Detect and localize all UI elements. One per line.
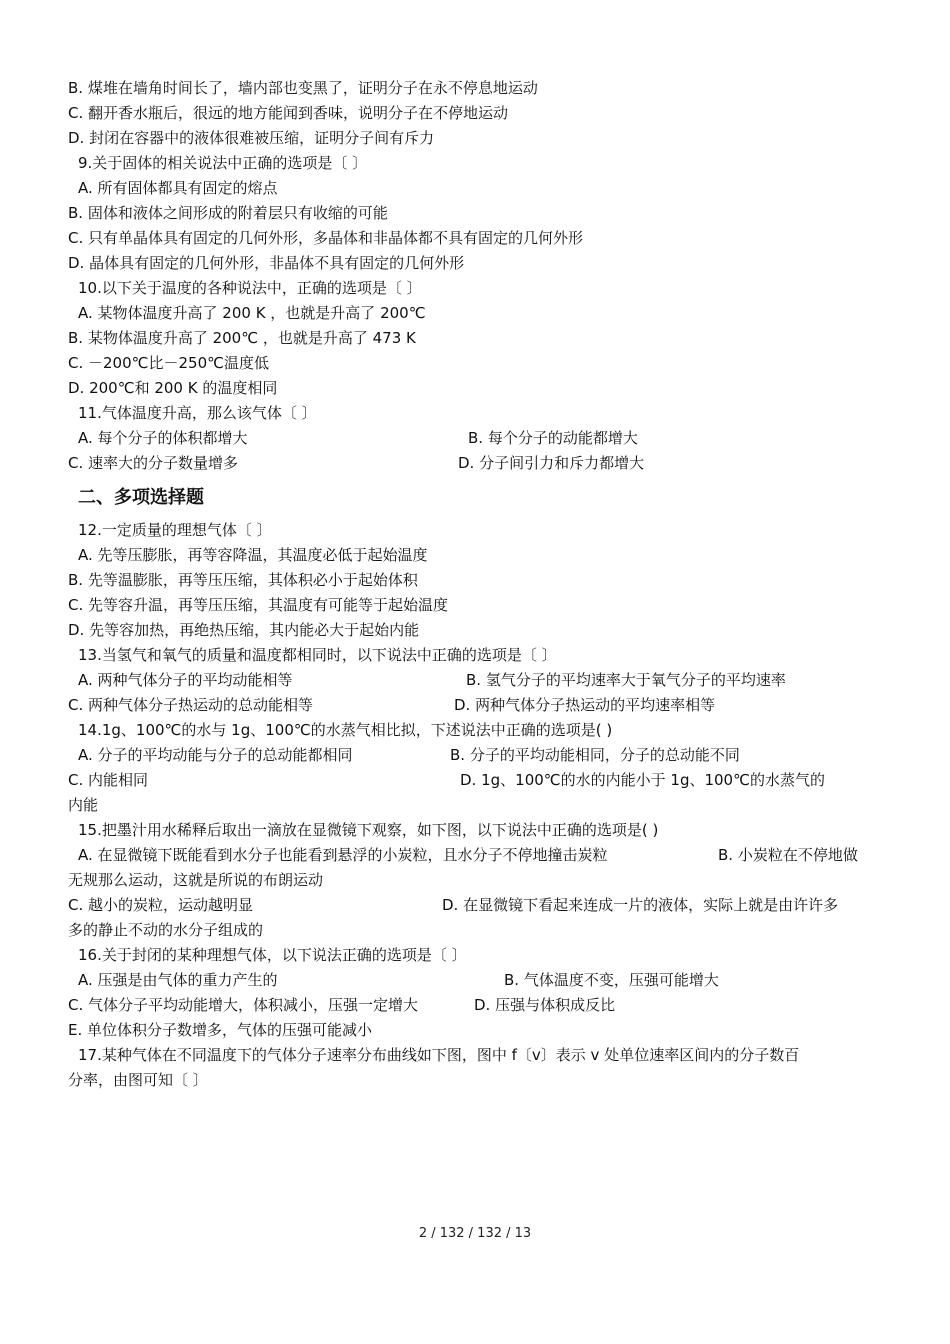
q15-option-b-continued: 无规那么运动，这就是所说的布朗运动: [68, 871, 324, 889]
q14-option-b: B. 分子的平均动能相同，分子的总动能不同: [450, 746, 740, 764]
q15-option-d-continued: 多的静止不动的水分子组成的: [68, 921, 264, 939]
section-title-multiple-choice: 二、多项选择题: [78, 487, 204, 508]
q16-option-d: D. 压强与体积成反比: [474, 996, 616, 1014]
q10-option-c: C. －200℃比－250℃温度低: [68, 354, 269, 372]
q8-option-d: D. 封闭在容器中的液体很难被压缩，证明分子间有斥力: [68, 129, 435, 147]
q12-option-b: B. 先等温膨胀，再等压压缩，其体积必小于起始体积: [68, 571, 418, 589]
q12-option-c: C. 先等容升温，再等压压缩，其温度有可能等于起始温度: [68, 596, 449, 614]
q13-option-a: A. 两种气体分子的平均动能相等: [78, 671, 293, 689]
q8-option-b: B. 煤堆在墙角时间长了，墙内部也变黑了，证明分子在永不停息地运动: [68, 79, 538, 97]
q14-option-c: C. 内能相同: [68, 771, 149, 789]
q10-option-a: A. 某物体温度升高了 200 K ，也就是升高了 200℃: [78, 304, 426, 322]
q15-option-a: A. 在显微镜下既能看到水分子也能看到悬浮的小炭粒，且水分子不停地撞击炭粒: [78, 846, 608, 864]
q11-row-ab: [68, 426, 888, 451]
q14-row-cd: [68, 768, 888, 793]
q16-option-c: C. 气体分子平均动能增大，体积减小，压强一定增大: [68, 996, 419, 1014]
q12-stem: 12.一定质量的理想气体〔 〕: [78, 521, 272, 539]
q16-row-ab: [68, 968, 888, 993]
q14-option-d: D. 1g、100℃的水的内能小于 1g、100℃的水蒸气的: [460, 771, 825, 789]
q14-row-ab: [68, 743, 888, 768]
q14-option-d-continued: 内能: [68, 796, 99, 814]
page-footer: 2 / 132 / 132 / 13: [418, 1226, 532, 1241]
q13-row-cd: [68, 693, 888, 718]
q12-option-d: D. 先等容加热，再绝热压缩，其内能必大于起始内能: [68, 621, 420, 639]
q11-option-d: D. 分子间引力和斥力都增大: [458, 454, 645, 472]
q11-option-c: C. 速率大的分子数量增多: [68, 454, 239, 472]
q15-option-d: D. 在显微镜下看起来连成一片的液体，实际上就是由许许多: [442, 896, 839, 914]
q15-option-b: B. 小炭粒在不停地做: [718, 846, 858, 864]
q17-stem-line1: 17.某种气体在不同温度下的气体分子速率分布曲线如下图，图中 f〔v〕表示 v 处单位速率区间内的分子数百: [78, 1046, 800, 1064]
q14-option-a: A. 分子的平均动能与分子的总动能都相同: [78, 746, 353, 764]
q15-row-cd: [68, 893, 888, 918]
q16-row-cd: [68, 993, 888, 1018]
q13-option-d: D. 两种气体分子热运动的平均速率相等: [454, 696, 716, 714]
q11-stem: 11.气体温度升高，那么该气体〔 〕: [78, 404, 317, 422]
q13-stem: 13.当氢气和氧气的质量和温度都相同时，以下说法中正确的选项是〔 〕: [78, 646, 557, 664]
q15-stem: 15.把墨汁用水稀释后取出一滴放在显微镜下观察，如下图，以下说法中正确的选项是( ): [78, 821, 659, 839]
q9-stem: 9.关于固体的相关说法中正确的选项是〔 〕: [78, 154, 368, 172]
q10-option-b: B. 某物体温度升高了 200℃ ，也就是升高了 473 K: [68, 329, 416, 347]
document-body: [68, 76, 888, 1093]
q10-option-d: D. 200℃和 200 K 的温度相同: [68, 379, 278, 397]
q12-option-a: A. 先等压膨胀，再等容降温，其温度必低于起始温度: [78, 546, 428, 564]
q11-row-cd: [68, 451, 888, 476]
q9-option-d: D. 晶体具有固定的几何外形，非晶体不具有固定的几何外形: [68, 254, 465, 272]
q16-option-e: E. 单位体积分子数增多，气体的压强可能减小: [68, 1021, 373, 1039]
q13-option-c: C. 两种气体分子热运动的总动能相等: [68, 696, 314, 714]
q9-option-a: A. 所有固体都具有固定的熔点: [78, 179, 278, 197]
q16-option-a: A. 压强是由气体的重力产生的: [78, 971, 278, 989]
q9-option-b: B. 固体和液体之间形成的附着层只有收缩的可能: [68, 204, 388, 222]
q14-stem: 14.1g、100℃的水与 1g、100℃的水蒸气相比拟，下述说法中正确的选项是( ): [78, 721, 613, 739]
q15-option-c: C. 越小的炭粒，运动越明显: [68, 896, 254, 914]
q13-option-b: B. 氢气分子的平均速率大于氧气分子的平均速率: [466, 671, 786, 689]
q17-stem-line2: 分率，由图可知〔 〕: [68, 1071, 208, 1089]
q16-option-b: B. 气体温度不变，压强可能增大: [504, 971, 719, 989]
q15-row-ab: [68, 843, 888, 868]
q8-option-c: C. 翻开香水瓶后，很远的地方能闻到香味，说明分子在不停地运动: [68, 104, 509, 122]
q9-option-c: C. 只有单晶体具有固定的几何外形，多晶体和非晶体都不具有固定的几何外形: [68, 229, 584, 247]
q13-row-ab: [68, 668, 888, 693]
q10-stem: 10.以下关于温度的各种说法中，正确的选项是〔 〕: [78, 279, 422, 297]
q16-stem: 16.关于封闭的某种理想气体，以下说法正确的选项是〔 〕: [78, 946, 467, 964]
q11-option-a: A. 每个分子的体积都增大: [78, 429, 248, 447]
q11-option-b: B. 每个分子的动能都增大: [468, 429, 638, 447]
